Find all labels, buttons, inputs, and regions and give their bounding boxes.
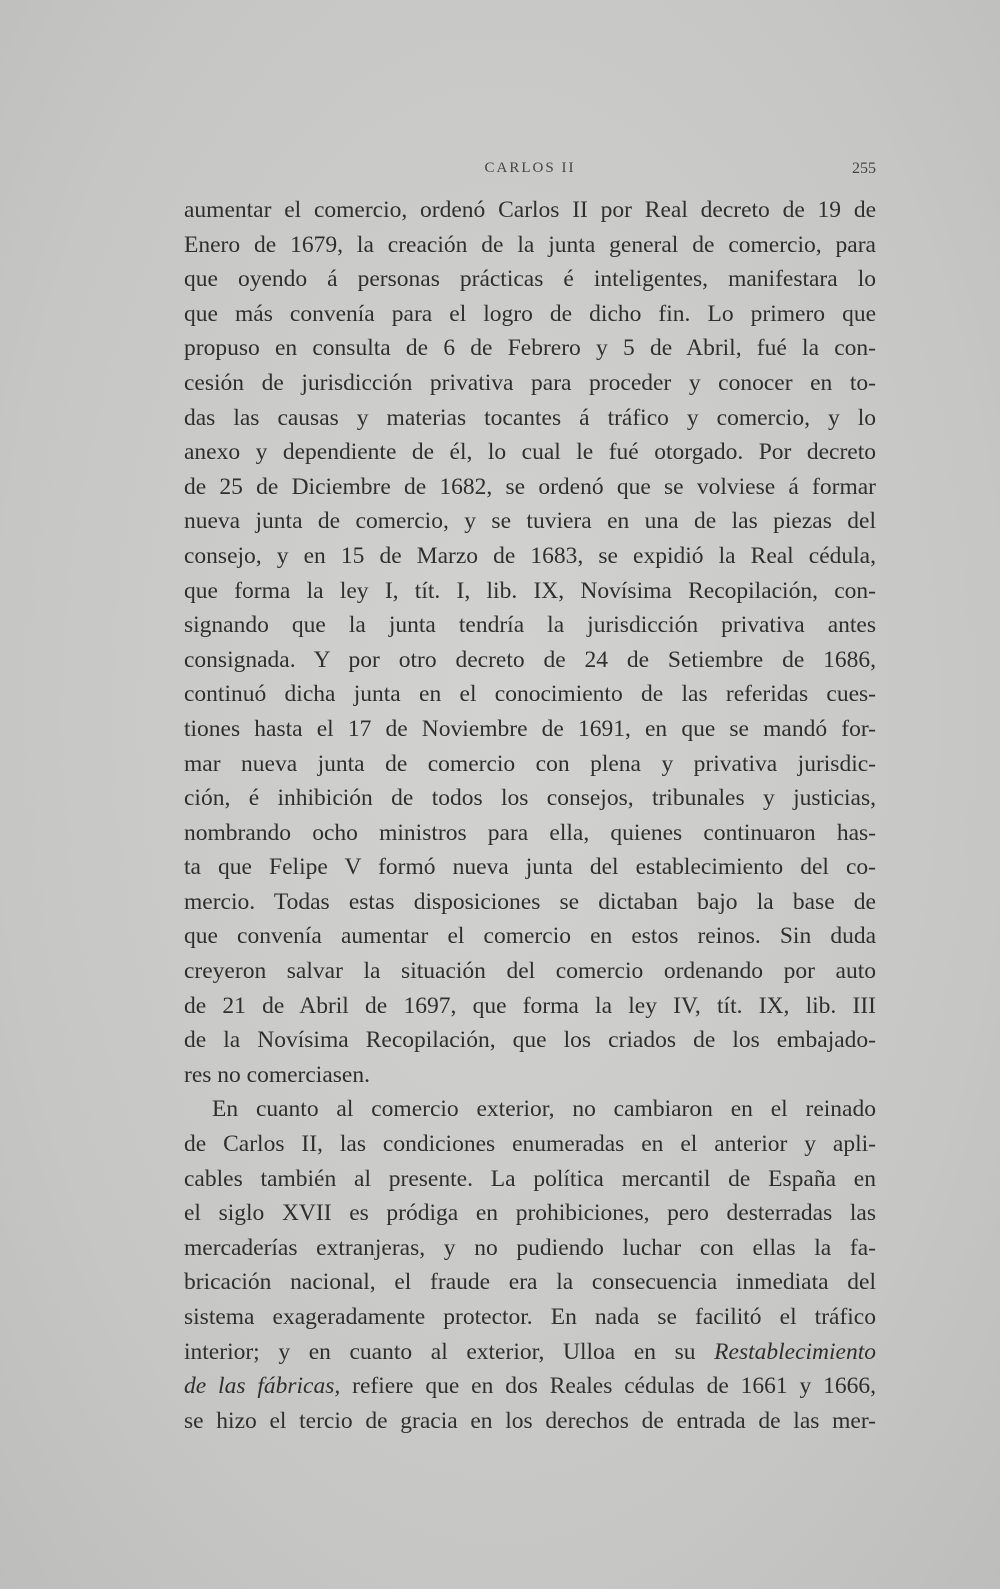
text-line: que convenía aumentar el comercio en estos reinos. Sin duda [184,923,876,950]
text-line: creyeron salvar la situación del comercio ordenando por auto [184,958,876,985]
text-line: bricación nacional, el fraude era la consecuencia inmediata del [184,1269,876,1296]
text-line: anexo y dependiente de él, lo cual le fué otorgado. Por decreto [184,439,876,466]
text-line: consejo, y en 15 de Marzo de 1683, se expidió la Real cédula, [184,542,876,569]
text-line: mercio. Todas estas disposiciones se dictaban bajo la base de [184,888,876,915]
text-line: que oyendo á personas prácticas é inteligentes, manifestara lo [184,266,876,293]
text-line: mercaderías extranjeras, y no pudiendo luchar con ellas la fa- [184,1234,876,1261]
text-line: propuso en consulta de 6 de Febrero y 5 de Abril, fué la con- [184,335,876,362]
text-line: continuó dicha junta en el conocimiento de las referidas cues- [184,681,876,708]
text-segment: refiere que en dos Reales cédulas de 1661 y 1666, [352,1373,877,1400]
text-line: tiones hasta el 17 de Noviembre de 1691, en que se mandó for- [184,715,876,742]
text-line: de 25 de Diciembre de 1682, se ordenó que se volviese á formar [184,473,876,500]
text-line: das las causas y materias tocantes á tráfico y comercio, y lo [184,404,876,431]
text-line [184,1369,876,1404]
text-line: de 21 de Abril de 1697, que forma la ley IV, tít. IX, lib. III [184,992,876,1019]
italic-book-title: Restablecimiento [714,1338,876,1365]
text-line: ta que Felipe V formó nueva junta del establecimiento del co- [184,854,876,881]
text-line: nueva junta de comercio, y se tuviera en una de las piezas del [184,508,876,535]
text-line: consignada. Y por otro decreto de 24 de Setiembre de 1686, [184,646,876,673]
text-line: aumentar el comercio, ordenó Carlos II por Real decreto de 19 de [184,197,876,223]
running-title: CARLOS II [484,160,576,176]
text-line [184,1335,876,1370]
text-line: mar nueva junta de comercio con plena y privativa jurisdic- [184,750,876,777]
text-line: signando que la junta tendría la jurisdicción privativa antes [184,612,876,639]
text-line: res no comerciasen. [184,1061,370,1088]
text-line: se hizo el tercio de gracia en los derechos de entrada de las mer- [184,1407,876,1434]
text-line: ción, é inhibición de todos los consejos, tribunales y justicias, [184,785,876,812]
text-line: cables también al presente. La política mercantil de España en [184,1165,876,1192]
text-line: el siglo XVII es pródiga en prohibiciones, pero desterradas las [184,1200,876,1227]
running-head [184,160,876,184]
text-line: cesión de jurisdicción privativa para proceder y conocer en to- [184,369,876,396]
text-segment: interior; y en cuanto al exterior, Ulloa en su [184,1338,696,1365]
text-line: que más convenía para el logro de dicho fin. Lo primero que [184,300,876,327]
text-line: de la Novísima Recopilación, que los criados de los embajado- [184,1027,876,1054]
text-line: En cuanto al comercio exterior, no cambiaron en el reinado [212,1096,876,1123]
text-line: que forma la ley I, tít. I, lib. IX, Novísima Recopilación, con- [184,577,876,604]
text-line: de Carlos II, las condiciones enumeradas en el anterior y apli- [184,1131,876,1158]
text-line: nombrando ocho ministros para ella, quienes continuaron has- [184,819,876,846]
text-line: sistema exageradamente protector. En nada se facilitó el tráfico [184,1304,876,1330]
page-number: 255 [852,160,876,177]
body-text [184,193,876,1438]
italic-book-title: de las fábricas, [184,1373,341,1400]
text-line: Enero de 1679, la creación de la junta general de comercio, para [184,231,876,258]
